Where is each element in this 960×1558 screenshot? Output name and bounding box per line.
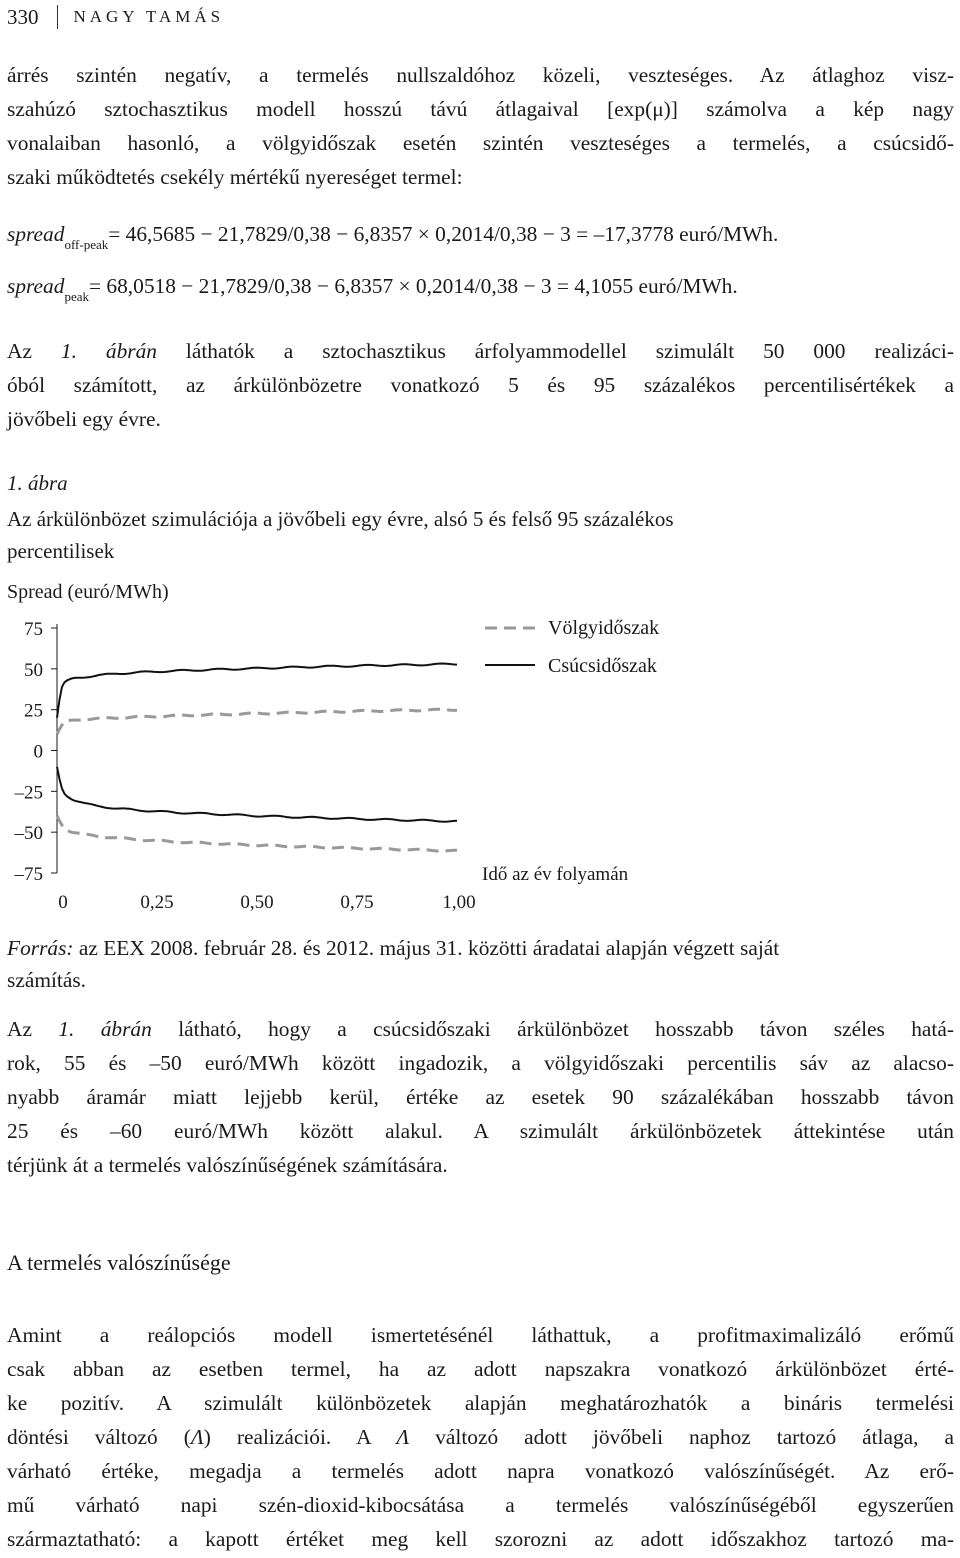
formula-variable: spread — [7, 222, 65, 246]
paragraph-4 — [7, 1318, 954, 1556]
text-az: Az — [7, 1017, 59, 1041]
x-axis-label: Idő az év folyamán — [482, 864, 629, 885]
paragraph-line: jövőbeli egy évre. — [7, 407, 161, 431]
y-tick-label: 0 — [33, 741, 43, 763]
running-head-author: NAGY TAMÁS — [73, 7, 225, 26]
section-heading: A termelés valószínűsége — [7, 1250, 231, 1275]
paragraph-1 — [7, 58, 954, 194]
formula-expression: = 68,0518 − 21,7829/0,38 − 6,8357 × 0,2014/0,38 − 3 = 4,1055 euró/MWh. — [88, 274, 738, 298]
paragraph-line — [7, 1420, 954, 1454]
y-tick-label: –75 — [14, 864, 43, 885]
paragraph-line: származtatható: a kapott értéket meg kell szorozni az adott időszakhoz tartozó ma- — [7, 1527, 954, 1551]
paragraph-line: Amint a reálopciós modell ismertetésénél láthattuk, a profitmaximalizáló erőmű — [7, 1323, 954, 1347]
paragraph-line: szahúzó sztochasztikus modell hosszú távú átlagaival [exp(μ)] számolva a kép nagy — [7, 97, 954, 121]
paragraph-line — [7, 1012, 954, 1046]
x-tick-label: 1,00 — [442, 892, 476, 913]
paragraph-line: térjünk át a termelés valószínűségének számítására. — [7, 1153, 448, 1177]
paragraph-line: mű várható napi szén-dioxid-kibocsátása a termelés valószínűségéből egyszerűen — [7, 1493, 954, 1517]
paragraph-line: 25 és –60 euró/MWh között alakul. A szimulált árkülönbözetek áttekintése után — [7, 1119, 954, 1143]
x-tick-label: 0,25 — [140, 892, 174, 913]
y-axis-label: Spread (euró/MWh) — [7, 581, 169, 603]
y-tick-label: 75 — [24, 619, 43, 640]
formula-off-peak — [7, 222, 778, 253]
formula-subscript: peak — [64, 289, 89, 304]
text-rest: láthatók a sztochasztikus árfolyammodellel szimulált 50 000 realizáci- — [156, 339, 954, 363]
paragraph-line: vonalaiban hasonló, a völgyidőszak esetén szintén veszteséges a termelés, a csúcsidő- — [7, 131, 954, 155]
legend-label: Völgyidőszak — [548, 617, 660, 639]
figure-reference: 1. ábrán — [60, 339, 157, 363]
formula-expression: = 46,5685 − 21,7829/0,38 − 6,8357 × 0,2014/0,38 − 3 = –17,3778 euró/MWh. — [108, 222, 779, 246]
paragraph-line: óból számított, az árkülönbözetre vonatkozó 5 és 95 százalékos percentilisértékek a — [7, 373, 954, 397]
running-head — [7, 3, 224, 31]
lambda-symbol: Λ — [190, 1425, 204, 1449]
y-tick-label: –25 — [14, 782, 43, 804]
y-tick-label: –50 — [14, 823, 43, 845]
paragraph-line: nyabb áramár miatt lejjebb kerül, értéke az esetek 90 százalékában hosszabb távon — [7, 1085, 954, 1109]
formula-subscript: off-peak — [64, 237, 109, 252]
figure-number: 1. ábra — [7, 471, 68, 495]
page-number: 330 — [7, 4, 39, 29]
formula-peak — [7, 274, 738, 305]
paragraph-line: csak abban az esetben termel, ha az adott napszakra vonatkozó árkülönbözet érté- — [7, 1357, 954, 1381]
series-line-volgyidoszak-upper — [57, 709, 457, 734]
chart-svg — [7, 575, 707, 920]
paragraph-line: ke pozitív. A szimulált különbözetek alapján meghatározhatók a bináris termelési — [7, 1391, 954, 1415]
text-az: Az — [7, 339, 61, 363]
x-tick-label: 0,75 — [340, 892, 374, 913]
figure-source — [7, 932, 954, 996]
chart — [7, 575, 707, 920]
y-tick-label: 50 — [24, 659, 43, 681]
paragraph-line — [7, 334, 954, 368]
figure-caption: Az árkülönbözet szimulációja a jövőbeli egy évre, alsó 5 és felső 95 százalékos percentilisek — [7, 507, 674, 563]
paragraph-line: várható értéke, megadja a termelés adott napra vonatkozó valószínűségét. Az erő- — [7, 1459, 954, 1483]
source-text-line2: számítás. — [7, 968, 87, 992]
paragraph-2 — [7, 334, 954, 436]
text: döntési változó ( — [7, 1425, 191, 1449]
series-line-volgyidoszak-lower — [57, 816, 457, 851]
text: változó adott jövőbeli naphoz tartozó átlaga, a — [409, 1425, 954, 1449]
series-line-csucsidoszak-lower — [57, 767, 457, 822]
text: ) realizációi. A — [203, 1425, 397, 1449]
x-tick-label: 0,50 — [240, 892, 274, 913]
formula-variable: spread — [7, 274, 65, 298]
source-text: az EEX 2008. február 28. és 2012. május 31. közötti áradatai alapján végzett saját — [73, 936, 780, 960]
x-tick-label: 0 — [58, 892, 68, 913]
paragraph-line: szaki működtetés csekély mértékű nyereséget termel: — [7, 165, 463, 189]
paragraph-line: rok, 55 és –50 euró/MWh között ingadozik, a völgyidőszaki percentilis sáv az alacso- — [7, 1051, 954, 1075]
source-label: Forrás: — [7, 936, 74, 960]
lambda-symbol: Λ — [396, 1425, 410, 1449]
paragraph-3 — [7, 1012, 954, 1182]
text-rest: látható, hogy a csúcsidőszaki árkülönbözet hosszabb távon széles hatá- — [151, 1017, 954, 1041]
y-tick-label: 25 — [24, 700, 43, 722]
figure-reference: 1. ábrán — [58, 1017, 152, 1041]
legend-label: Csúcsidőszak — [548, 655, 657, 677]
paragraph-line: árrés szintén negatív, a termelés nullszaldóhoz közeli, veszteséges. Az átlaghoz visz- — [7, 63, 954, 87]
header-divider — [57, 5, 58, 29]
